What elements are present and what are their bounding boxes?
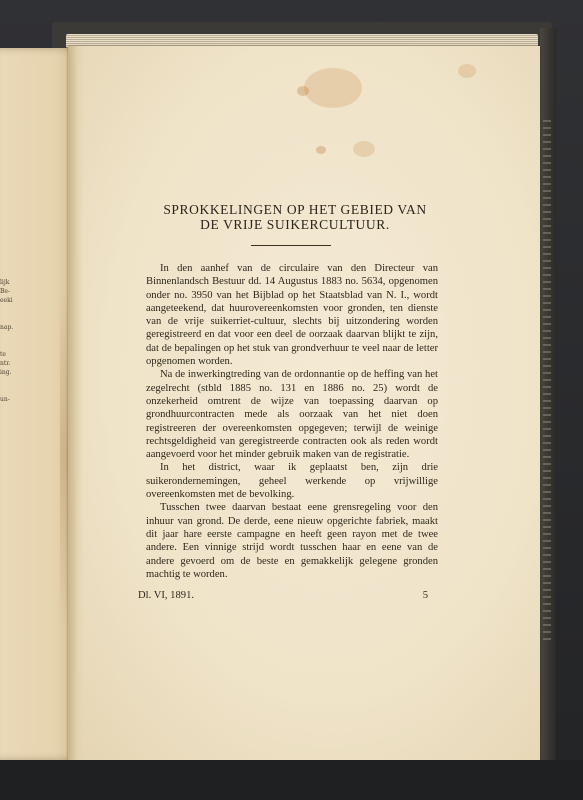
fragment: ntr. <box>0 360 11 367</box>
previous-page-text-fragments <box>0 278 14 404</box>
title-line: SPROKKELINGEN OP HET GEBIED VAN <box>163 202 427 217</box>
fragment: nap. <box>0 324 14 331</box>
article-title <box>150 202 440 232</box>
title-line: DE VRIJE SUIKERCULTUUR. <box>200 217 390 232</box>
cover-texture <box>543 120 551 640</box>
paragraph: In het district, waar ik geplaatst ben, zijn drie suikerondernemingen, geheel werkende op vrijwillige overeenkomsten met de bevolking. <box>146 462 438 501</box>
fragment: eeki <box>0 297 13 304</box>
fragment <box>0 314 14 323</box>
signature-number: 5 <box>422 590 428 601</box>
title-divider <box>251 245 331 246</box>
fragment <box>0 332 14 341</box>
scan-background <box>0 760 583 800</box>
fragment: te <box>0 351 6 358</box>
foxing-stain <box>353 141 375 157</box>
foxing-stain <box>458 64 476 78</box>
page-gutter <box>68 46 84 760</box>
paragraph: Na de inwerkingtreding van de ordonnantie op de heffing van het zegelrecht (stbld 1885 no. 131 en 1886 no. 25) wordt de onzekerheid omtrent de wijze van toepassing daarvan op grondhuurcontracten mede als oorzaak van het niet doen registreeren der overeenkomsten opgegeven; terwijl de weinige rechtsgeldigheid van geregistreerde contracten ook als reden wordt aangevoerd voor het minder gebruik maken van de registratie. <box>146 369 438 461</box>
current-page <box>68 46 540 760</box>
page-footer <box>138 590 438 604</box>
fragment <box>0 305 14 314</box>
fragment: ing. <box>0 369 12 376</box>
volume-signature: Dl. VI, 1891. <box>138 590 195 601</box>
fragment: Be- <box>0 288 10 295</box>
fragment <box>0 341 14 350</box>
fragment: un- <box>0 396 10 403</box>
fragment <box>0 377 14 386</box>
fragment: lijk <box>0 279 10 286</box>
article-body <box>146 262 438 581</box>
paragraph: In den aanhef van de circulaire van den Directeur van Binnenlandsch Bestuur dd. 14 Augustus 1883 no. 5634, opgenomen onder no. 3950 van het Bijblad op het Staatsblad van N. I., wordt aangeteekend, dat huurovereenkomsten voor gronden, ten dienste van de vrije suikerriet-cultuur, slechts bij uitzondering worden geregistreerd en dat voor een deel de oorzaak daarvan blijkt te zijn, dat de bepalingen op het stuk van grondverhuur te veel naar de letter opgenomen worden. <box>146 263 438 368</box>
foxing-stain <box>304 68 362 108</box>
foxing-stain <box>316 146 326 154</box>
foxing-stain <box>297 86 309 96</box>
paragraph: Tusschen twee daarvan bestaat eene grensregeling voor den inhuur van grond. De derde, eene nieuw opgerichte fabriek, maakt dit jaar hare eerste campagne en heeft geen rayon met de twee andere. Een vinnige strijd wordt tusschen haar en eene van de andere gevoerd om de beste en gemakkelijk gelegene gronden machtig te worden. <box>146 502 438 580</box>
fragment <box>0 386 14 395</box>
